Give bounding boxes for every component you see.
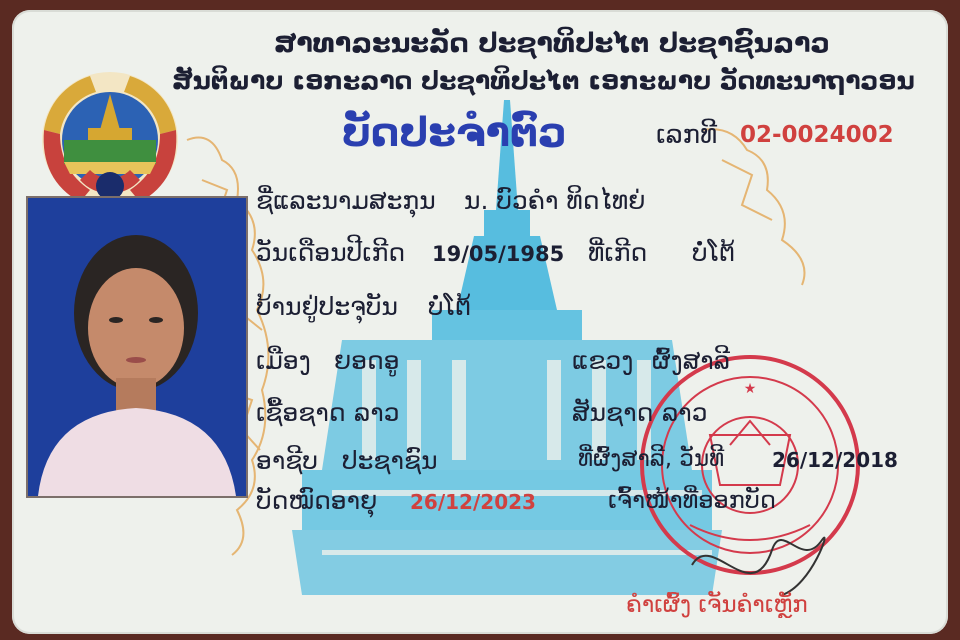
expiry-value: 26/12/2023 — [410, 490, 536, 514]
address-label: ບ້ານຢູ່ປະຈຸບັນ — [256, 292, 398, 321]
motto-header: ສັນຕິພາບ ເອກະລາດ ປະຊາທິປະໄຕ ເອກະພາບ ວັດທະນາຖາວອນ — [172, 66, 915, 95]
issued-value: 26/12/2018 — [772, 448, 898, 472]
id-card — [12, 10, 948, 634]
nationality-value: ລາວ — [662, 398, 708, 427]
signatory-name: ຄຳເຜົ້ງ ເຈັນຄຳເຫຼັກ — [626, 592, 808, 618]
ethnicity-value: ລາວ — [354, 398, 400, 427]
expiry-label: ບັດໝົດອາຍຸ — [256, 486, 378, 515]
birthplace-label: ທີ່ເກີດ — [588, 238, 648, 267]
country-header: ສາທາລະນະລັດ ປະຊາທິປະໄຕ ປະຊາຊົນລາວ — [274, 28, 830, 59]
card-number: 02-0024002 — [740, 122, 894, 148]
holder-photo — [26, 196, 248, 498]
address-value: ບໍ່ໂຕ້ — [428, 292, 472, 321]
nationality-label: ສັນຊາດ — [572, 398, 654, 427]
card-title: ບັດປະຈຳຕົວ — [342, 110, 567, 156]
province-value: ຜົ້ງສາລີ — [652, 346, 730, 375]
dob-value: 19/05/1985 — [432, 242, 565, 266]
occupation-value: ປະຊາຊົນ — [342, 446, 438, 475]
district-value: ຍອດອູ — [334, 346, 400, 375]
occupation-label: ອາຊີບ — [256, 446, 319, 475]
ethnicity-label: ເຊື້ອຊາດ — [256, 398, 346, 427]
card-number-label: ເລກທີ — [656, 120, 718, 150]
authority-label: ເຈົ້າໜ້າທີ່ອອກບັດ — [608, 486, 776, 514]
name-label: ຊື່ແລະນາມສະກຸນ — [256, 186, 436, 215]
issued-label: ທີ່ຜົ້ງສາລີ, ວັນທີ — [578, 446, 725, 472]
birthplace-value: ບໍ່ໂຕ້ — [692, 238, 736, 267]
district-label: ເມືອງ — [256, 346, 311, 375]
dob-label: ວັນເດືອນປີເກີດ — [256, 238, 406, 267]
name-value: ນ. ບົວຄຳ ທິດໄທຍ່ — [464, 186, 646, 215]
province-label: ແຂວງ — [572, 346, 634, 375]
national-emblem — [42, 72, 178, 208]
svg-text:★: ★ — [743, 381, 757, 397]
